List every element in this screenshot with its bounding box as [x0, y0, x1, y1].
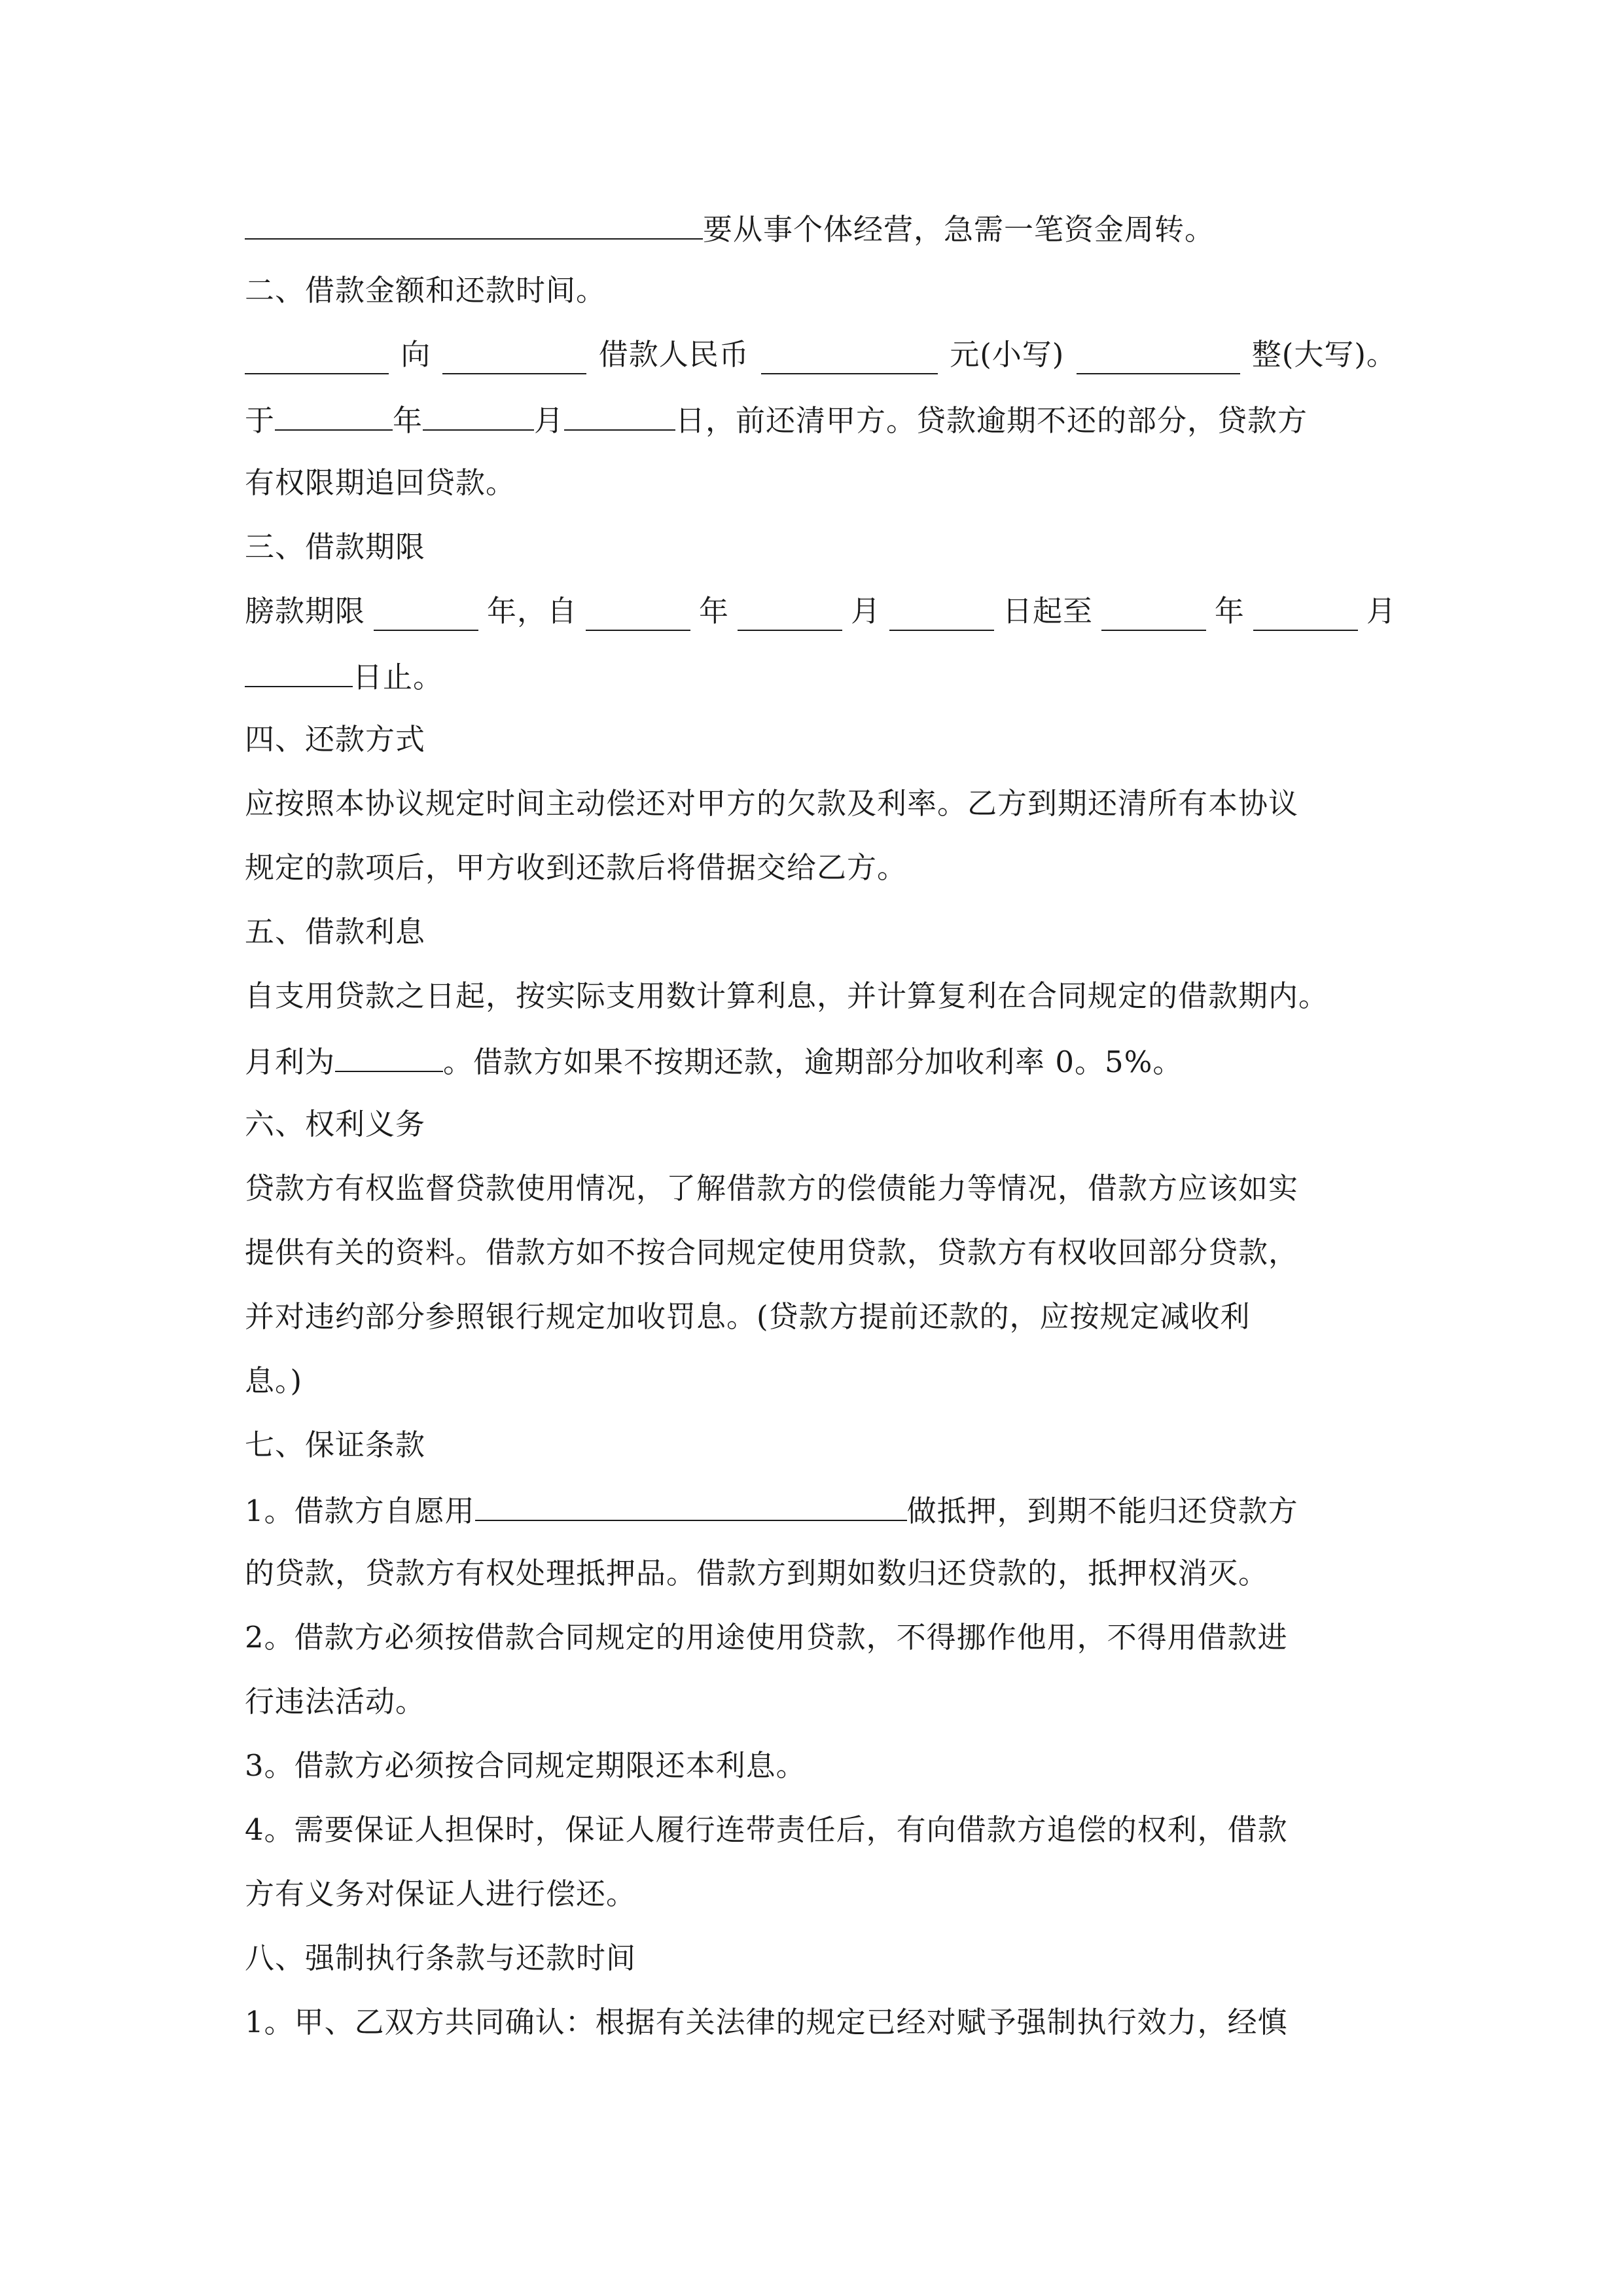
section-heading: 四、还款方式 [245, 722, 426, 757]
blank-field [564, 399, 675, 431]
term-line [245, 592, 1397, 631]
blank-field [245, 208, 703, 240]
term-text: 月 [1366, 594, 1397, 628]
collateral-text: 做抵押，到期不能归还贷款方 [906, 1494, 1298, 1528]
blank-field [374, 600, 478, 631]
term-text: 年，自 [486, 594, 577, 628]
paragraph-line: 并对违约部分参照银行规定加收罚息。(贷款方提前还款的，应按规定减收利 [245, 1299, 1251, 1334]
blank-field [442, 343, 586, 374]
section-heading: 二、借款金额和还款时间。 [245, 273, 607, 308]
paragraph-line: 提供有关的资料。借款方如不按合同规定使用贷款，贷款方有权收回部分贷款， [245, 1235, 1299, 1270]
section-heading: 八、强制执行条款与还款时间 [245, 1941, 637, 1975]
term-text: 膀款期限 [245, 594, 366, 628]
paragraph-line: 方有义务对保证人进行偿还。 [245, 1876, 637, 1911]
rate-text: 月利为 [245, 1045, 336, 1079]
purpose-line [245, 208, 1397, 247]
section-heading: 七、保证条款 [245, 1427, 426, 1462]
paragraph-line: 2。借款方必须按借款合同规定的用途使用贷款，不得挪作他用，不得用借款进 [245, 1620, 1288, 1655]
paragraph-line: 1。甲、乙双方共同确认：根据有关法律的规定已经对赋予强制执行效力，经慎 [245, 2005, 1288, 2039]
paragraph-line: 有权限期追回贷款。 [245, 465, 516, 500]
blank-field [1077, 343, 1240, 374]
paragraph-line: 行违法活动。 [245, 1684, 426, 1719]
blank-field [586, 600, 690, 631]
date-text: 月 [534, 403, 565, 438]
interest-rate-line [245, 1041, 1397, 1080]
blank-field [245, 343, 389, 374]
paragraph-line: 息。) [245, 1363, 303, 1398]
blank-field [889, 600, 994, 631]
section-heading: 三、借款期限 [245, 529, 426, 564]
paragraph-line: 应按照本协议规定时间主动偿还对甲方的欠款及利率。乙方到期还清所有本协议 [245, 786, 1299, 821]
purpose-text: 要从事个体经营，急需一笔资金周转。 [703, 212, 1215, 247]
term-text: 月 [850, 594, 881, 628]
blank-field [738, 600, 842, 631]
paragraph-line: 3。借款方必须按合同规定期限还本利息。 [245, 1748, 806, 1783]
amount-text: 向 [401, 337, 431, 372]
paragraph-line: 自支用贷款之日起，按实际支用数计算利息，并计算复利在合同规定的借款期内。 [245, 978, 1329, 1013]
date-text: 日，前还清甲方。贷款逾期不还的部分，贷款方 [675, 403, 1308, 438]
section-heading: 五、借款利息 [245, 914, 426, 949]
blank-field [245, 656, 353, 687]
paragraph-line: 贷款方有权监督贷款使用情况，了解借款方的偿债能力等情况，借款方应该如实 [245, 1171, 1299, 1206]
amount-text: 借款人民币 [598, 337, 749, 372]
amount-text: 整(大写)。 [1251, 337, 1397, 372]
repay-date-line [245, 399, 1397, 439]
amount-line [245, 335, 1397, 374]
paragraph-line: 的贷款，贷款方有权处理抵押品。借款方到期如数归还贷款的，抵押权消灭。 [245, 1556, 1269, 1590]
blank-field [1253, 600, 1358, 631]
collateral-line [245, 1490, 1397, 1529]
section-heading: 六、权利义务 [245, 1107, 426, 1141]
term-text: 年 [1214, 594, 1245, 628]
term-text: 日止。 [353, 660, 444, 694]
term-text: 年 [698, 594, 729, 628]
blank-field [1101, 600, 1206, 631]
term-end-line [245, 656, 1397, 695]
paragraph-line: 规定的款项后，甲方收到还款后将借据交给乙方。 [245, 850, 908, 885]
rate-text: 。借款方如果不按期还款，逾期部分加收利率 0。5%。 [443, 1045, 1183, 1079]
blank-field [423, 399, 534, 431]
blank-field [761, 343, 938, 374]
date-text: 于 [245, 403, 276, 438]
blank-field [275, 399, 393, 431]
blank-field [335, 1041, 443, 1072]
blank-field [475, 1490, 907, 1521]
collateral-text: 1。借款方自愿用 [245, 1494, 475, 1528]
amount-text: 元(小写) [950, 337, 1065, 372]
term-text: 日起至 [1002, 594, 1093, 628]
date-text: 年 [393, 403, 423, 438]
paragraph-line: 4。需要保证人担保时，保证人履行连带责任后，有向借款方追偿的权利，借款 [245, 1812, 1288, 1847]
